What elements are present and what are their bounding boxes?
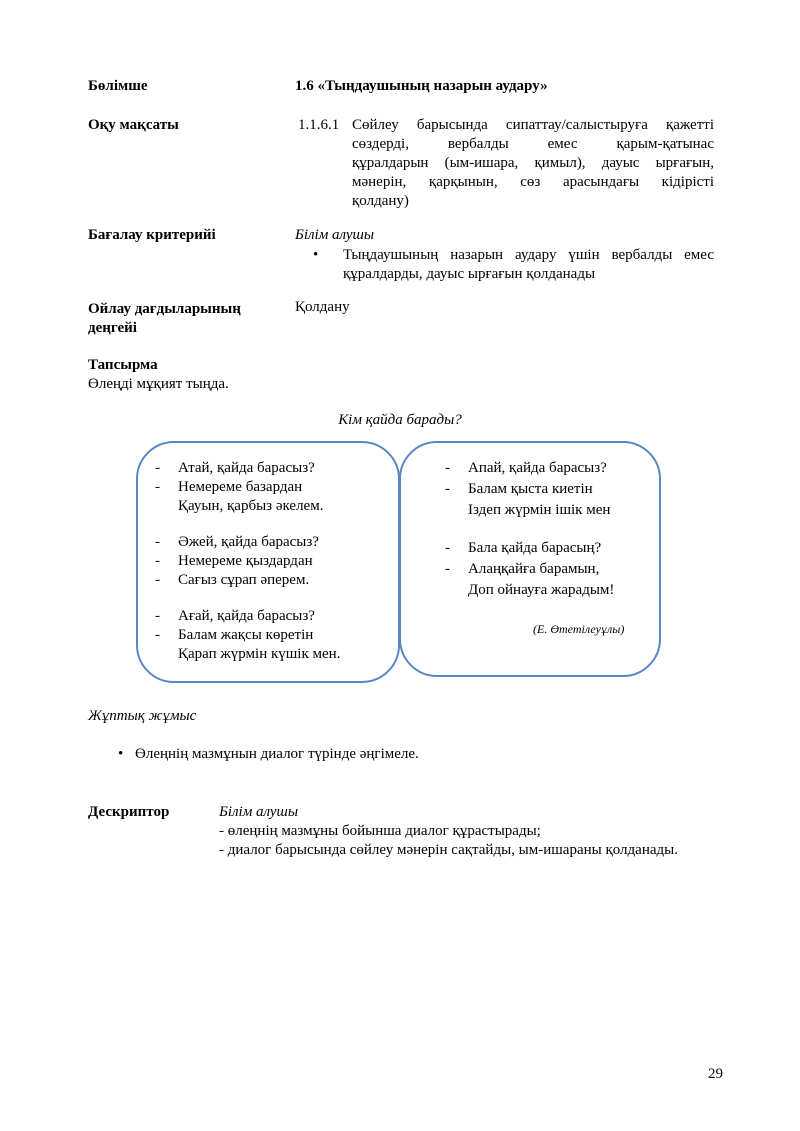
pair-work-bullet: [118, 746, 419, 763]
dash-marker: -: [445, 481, 450, 497]
descriptor-label: Дескриптор: [88, 804, 170, 820]
poem-line-text: Атай, қайда барасыз?: [178, 460, 315, 476]
poem-line-text: Қарап жүрмін күшік мен.: [178, 646, 341, 662]
dash-marker: -: [155, 479, 160, 495]
dash-marker: -: [445, 561, 450, 577]
bullet-icon: •: [118, 746, 124, 762]
poem-line-text: Бала қайда барасың?: [468, 540, 602, 556]
objective-line-1: Сөйлеу барысында сипаттау/салыстыруға қажетті: [352, 117, 714, 133]
dash-marker: -: [445, 540, 450, 556]
poem-line-text: Сағыз сұрап әперем.: [178, 572, 310, 588]
poem-line-text: Әжей, қайда барасыз?: [178, 534, 319, 550]
criteria-row: [88, 226, 714, 286]
section-label: Бөлімше: [88, 78, 148, 94]
pair-work-text: Өлеңнің мазмұнын диалог түрінде әңгімеле.: [135, 746, 419, 762]
descriptor-subtitle: Білім алушы: [219, 804, 299, 820]
criteria-bullet: [295, 246, 714, 284]
section-row: [88, 77, 714, 97]
thinking-value: Қолдану: [295, 299, 350, 315]
poem-line-text: Балам қыста киетін: [468, 481, 593, 497]
objective-line-4: мәнерін, қарқынын, сөз арасындағы кідірісті: [352, 174, 714, 190]
poem-line-text: Немереме базардан: [178, 479, 303, 495]
criteria-label: Бағалау критерийі: [88, 227, 216, 243]
objective-line-5: қолдану): [352, 193, 409, 209]
objective-line-3: құралдарын (ым-ишара, қимыл), дауыс ырғағын,: [352, 155, 714, 171]
objective-line-2: сөздерді, вербалды емес қарым-қатынас: [352, 136, 714, 152]
pair-work-title: Жұптық жұмыс: [88, 708, 197, 724]
poem-line-text: Апай, қайда барасыз?: [468, 460, 607, 476]
dash-marker: -: [155, 627, 160, 643]
criteria-subtitle: Білім алушы: [295, 227, 375, 243]
thinking-row: [88, 300, 714, 340]
poem-line-text: Іздеп жүрмін ішік мен: [468, 502, 611, 518]
descriptor-item-1: - өлеңнің мазмұны бойынша диалог құрастырады;: [219, 823, 541, 839]
objective-code: 1.1.6.1: [298, 117, 340, 133]
dash-marker: -: [155, 608, 160, 624]
bullet-icon: •: [313, 247, 319, 263]
criteria-bullet-line-1: Тыңдаушының назарын аудару үшін вербалды емес: [343, 247, 714, 263]
thinking-label-line-1: Ойлау дағдыларының: [88, 301, 241, 317]
poem-line-text: Алаңқайға барамын,: [468, 561, 600, 577]
dash-marker: -: [155, 572, 160, 588]
descriptor-item-2: - диалог барысында сөйлеу мәнерін сақтайды, ым-ишараны қолданады.: [219, 842, 678, 858]
task-block: [88, 356, 714, 396]
thinking-label-line-2: деңгейі: [88, 320, 137, 336]
criteria-value: [295, 226, 714, 284]
task-title: Тапсырма: [88, 357, 158, 373]
poem-line-text: Балам жақсы көретін: [178, 627, 314, 643]
dash-marker: -: [445, 460, 450, 476]
objective-label: Оқу мақсаты: [88, 117, 179, 133]
section-value: 1.6 «Тыңдаушының назарын аудару»: [295, 78, 548, 94]
objective-row: [88, 116, 714, 216]
dash-marker: -: [155, 460, 160, 476]
dash-marker: -: [155, 534, 160, 550]
objective-value: [298, 116, 714, 211]
criteria-bullet-line-2: құралдарды, дауыс ырғағын қолданады: [343, 266, 596, 282]
descriptor-block: [88, 803, 714, 863]
poem-line-text: Қауын, қарбыз әкелем.: [178, 498, 324, 514]
dash-marker: -: [155, 553, 160, 569]
descriptor-value: [219, 803, 678, 860]
poem-author: (Е. Өтетілеуұлы): [533, 622, 625, 636]
task-text: Өлеңді мұқият тыңда.: [88, 376, 229, 392]
page-number: 29: [708, 1066, 723, 1082]
thinking-label: [88, 300, 278, 338]
poem-line-text: Немереме қыздардан: [178, 553, 313, 569]
poem-title: Кім қайда барады?: [338, 412, 462, 428]
poem-line-text: Ағай, қайда барасыз?: [178, 608, 315, 624]
poem-line-text: Доп ойнауға жарадым!: [468, 582, 615, 598]
